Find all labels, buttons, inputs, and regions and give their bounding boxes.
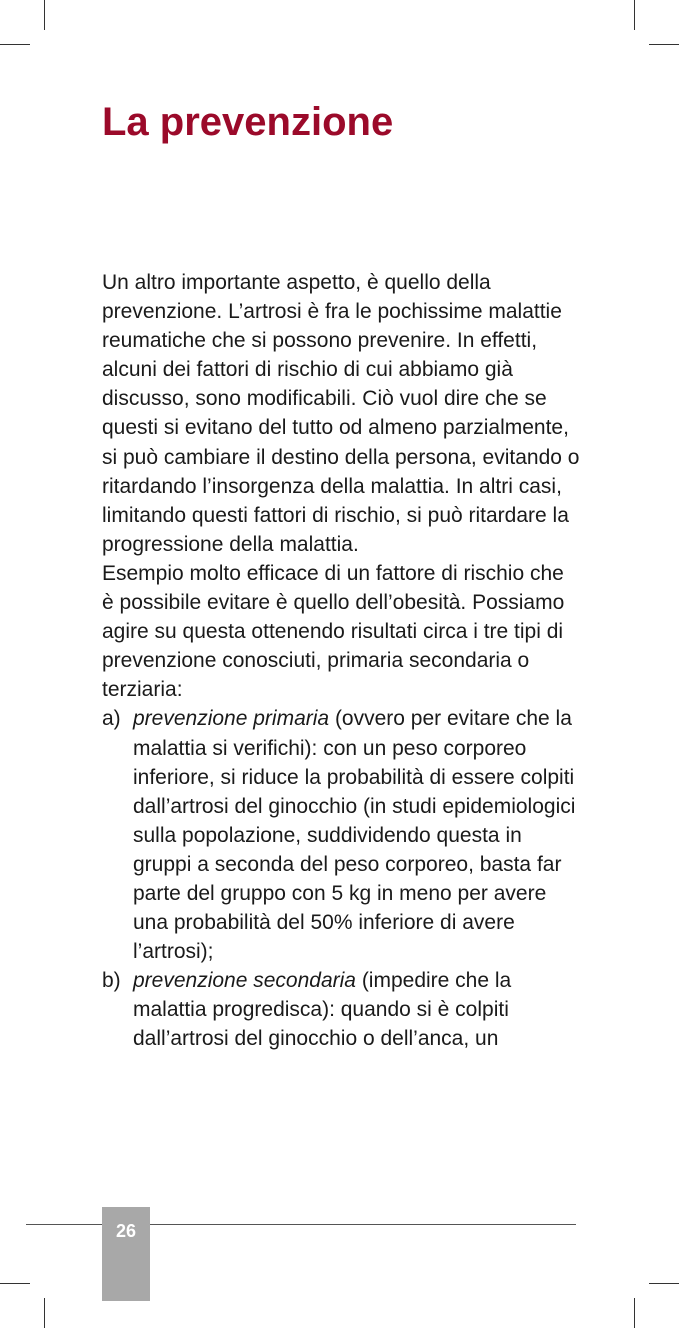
- paragraph-example: Esempio molto efficace di un fattore di rischio che è possibile evitare è quello dell’obesità. Possiamo agire su questa ottenendo risultati circa i tre tipi di prevenzione conosciuti, primaria secondaria o terziaria:: [102, 561, 565, 702]
- list-marker: b): [102, 969, 121, 993]
- crop-mark-top-right-vertical: [634, 0, 635, 30]
- list-item: [102, 966, 580, 1053]
- paragraph-intro: Un altro importante aspetto, è quello della prevenzione. L’artrosi è fra le pochissime malattie reumatiche che si possono prevenire. In effetti, alcuni dei fattori di rischio di cui abbiamo già discusso, sono modificabili. Ciò vuol dire che se questi si evitano del tutto od almeno parzialmente, si può cambiare il destino della persona, evitando o ritardando l’insorgenza della malattia. In altri casi, limitando questi fattori di rischio, si può ritardare la progressione della malattia.: [102, 271, 580, 556]
- crop-mark-bottom-right-horizontal: [649, 1283, 679, 1284]
- list-item-text: (impedire che la malattia progredisca): quando si è colpiti dall’artrosi del ginocchio o dell’anca, un: [133, 969, 512, 1051]
- list-item-term: prevenzione primaria: [133, 707, 330, 731]
- list-item: [102, 704, 580, 966]
- crop-mark-bottom-left-horizontal: [0, 1283, 30, 1284]
- page-title: La prevenzione: [102, 100, 394, 144]
- body-text: [102, 268, 580, 1054]
- list-item-text: (ovvero per evitare che la malattia si verifichi): con un peso corporeo inferiore, si riduce la probabilità di essere colpiti dall’artrosi del ginocchio (in studi epidemiologici sulla popolazione, suddividendo questa in gruppi a seconda del peso corporeo, basta far parte del gruppo con 5 kg in meno per avere una probabilità del 50% inferiore di avere l’artrosi);: [133, 707, 576, 964]
- page-number-tab: [102, 1207, 150, 1301]
- crop-mark-top-right-horizontal: [649, 44, 679, 45]
- crop-mark-bottom-right-vertical: [634, 1298, 635, 1328]
- list-marker: a): [102, 707, 121, 731]
- page-number: 26: [115, 1221, 137, 1241]
- crop-mark-bottom-left-vertical: [44, 1298, 45, 1328]
- list-item-term: prevenzione secondaria: [133, 969, 356, 993]
- prevention-list: [102, 704, 580, 1053]
- crop-mark-top-left-vertical: [44, 0, 45, 30]
- crop-mark-top-left-horizontal: [0, 44, 30, 45]
